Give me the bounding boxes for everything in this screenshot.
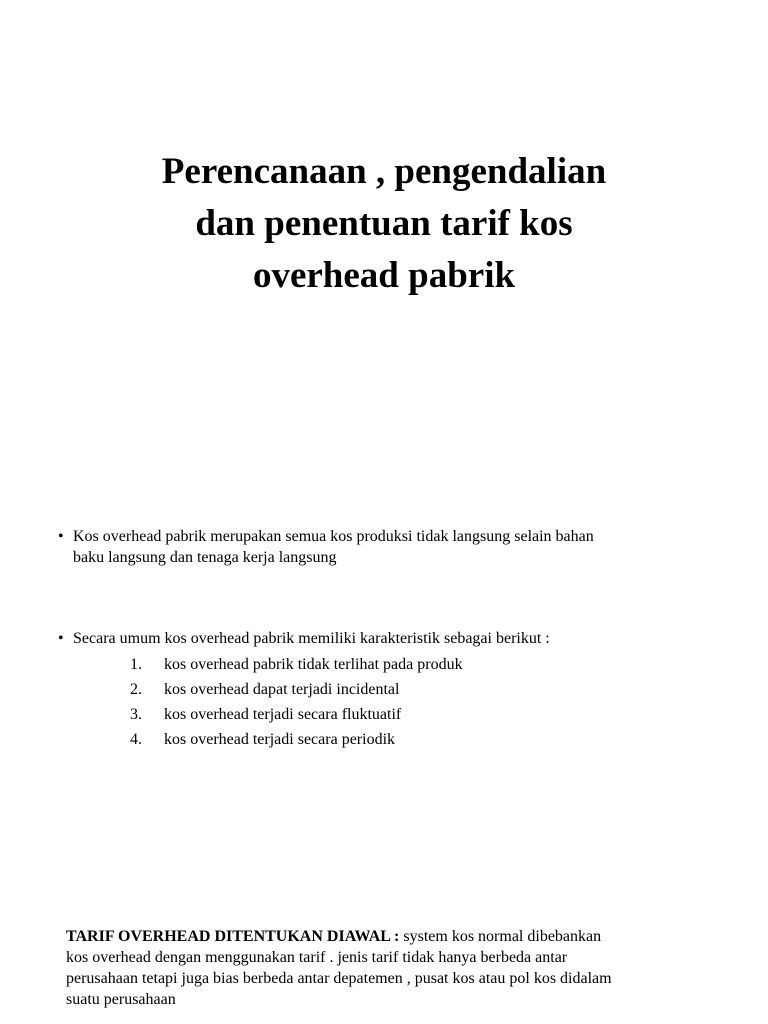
bullet-item-characteristics — [58, 628, 718, 752]
note-text-line-2: kos overhead dengan menggunakan tarif . jenis tarif tidak hanya berbeda antar — [66, 949, 568, 966]
title-line-3: overhead pabrik — [252, 255, 516, 296]
numbered-list — [73, 652, 718, 752]
note-lead: TARIF OVERHEAD DITENTUKAN DIAWAL : — [66, 928, 400, 945]
page-title — [84, 146, 684, 302]
tariff-note-paragraph — [66, 926, 726, 1010]
list-item — [73, 652, 718, 677]
list-item-text: kos overhead dapat terjadi incidental — [164, 681, 400, 698]
bullet-text-line-2: baku langsung dan tenaga kerja langsung — [73, 549, 337, 566]
bullet-list — [58, 526, 718, 752]
list-item-number: 1. — [130, 656, 142, 673]
note-text-line-1: system kos normal dibebankan — [399, 928, 602, 945]
list-item — [73, 677, 718, 702]
bullet-dot-icon: • — [58, 528, 64, 545]
title-line-1: Perencanaan , pengendalian — [161, 151, 607, 192]
list-item-number: 2. — [130, 681, 142, 698]
bullet-item-definition — [58, 526, 718, 568]
list-item-number: 3. — [130, 706, 142, 723]
list-item — [73, 727, 718, 752]
list-item — [73, 702, 718, 727]
note-text-line-3: perusahaan tetapi juga bias berbeda antar depatemen , pusat kos atau pol kos didalam — [66, 970, 612, 987]
note-text-line-4: suatu perusahaan — [66, 991, 176, 1008]
list-item-text: kos overhead terjadi secara fluktuatif — [164, 706, 402, 723]
list-item-text: kos overhead terjadi secara periodik — [164, 731, 396, 748]
bullet-text-line-1: Kos overhead pabrik merupakan semua kos produksi tidak langsung selain bahan — [73, 528, 594, 545]
bullet-text: Secara umum kos overhead pabrik memiliki karakteristik sebagai berikut : — [73, 630, 550, 647]
title-line-2: dan penentuan tarif kos — [195, 203, 573, 244]
list-item-text: kos overhead pabrik tidak terlihat pada produk — [164, 656, 463, 673]
list-item-number: 4. — [130, 731, 142, 748]
bullet-dot-icon: • — [58, 630, 64, 647]
